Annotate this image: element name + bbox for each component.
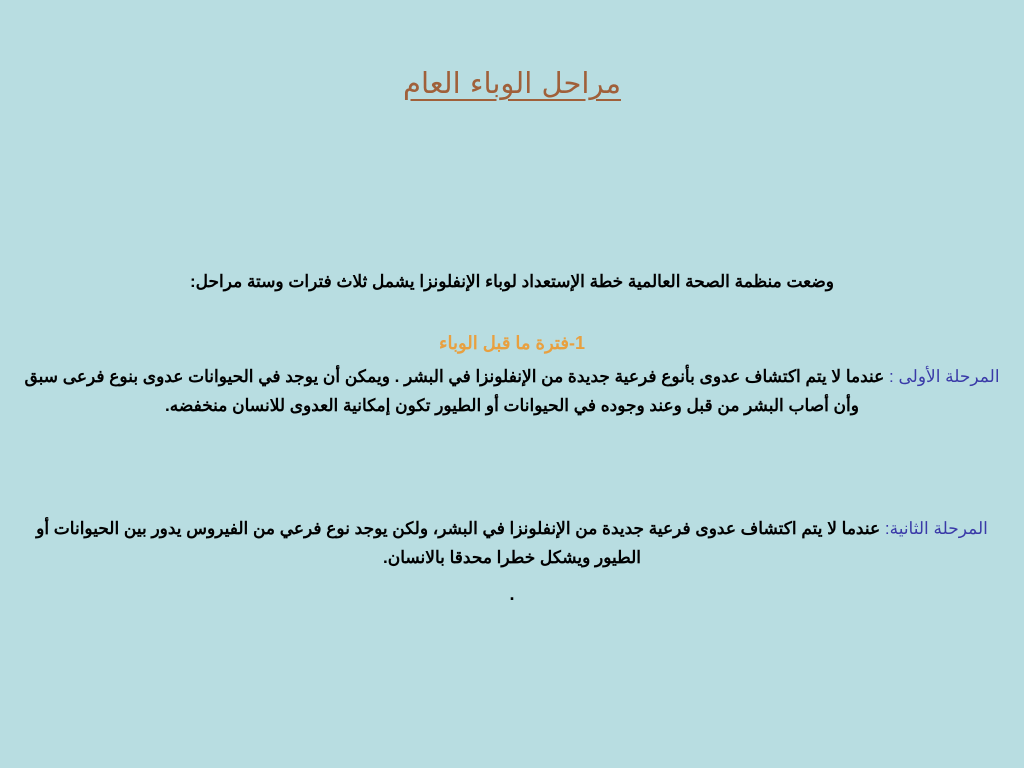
stage-2-text: عندما لا يتم اكتشاف عدوى فرعية جديدة من الإنفلونزا في البشر، ولكن يوجد نوع فرعي من الفيروس يدور بين الحيوانات أو الطيور ويشكل خطرا محدقا بالانسان. xyxy=(36,519,885,567)
stage-1-label: المرحلة الأولى : xyxy=(889,367,1000,386)
stage-1-paragraph xyxy=(12,362,1012,420)
slide-title: مراحل الوباء العام xyxy=(402,66,621,100)
stage-1-text: عندما لا يتم اكتشاف عدوى بأنوع فرعية جديدة من الإنفلونزا في البشر . ويمكن أن يوجد في الحيوانات عدوى بنوع فرعى سبق وأن أصاب البشر من قبل وعند وجوده في الحيوانات أو الطيور تكون إمكانية العدوى للانسان منخفضه. xyxy=(24,367,890,415)
stage-2-label: المرحلة الثانية: xyxy=(884,519,988,538)
intro-paragraph: وضعت منظمة الصحة العالمية خطة الإستعداد لوباء الإنفلونزا يشمل ثلاث فترات وستة مراحل: xyxy=(189,272,835,291)
end-mark: . xyxy=(509,584,515,604)
period-heading: 1-فترة ما قبل الوباء xyxy=(439,333,585,353)
stage-2-paragraph xyxy=(12,514,1012,572)
